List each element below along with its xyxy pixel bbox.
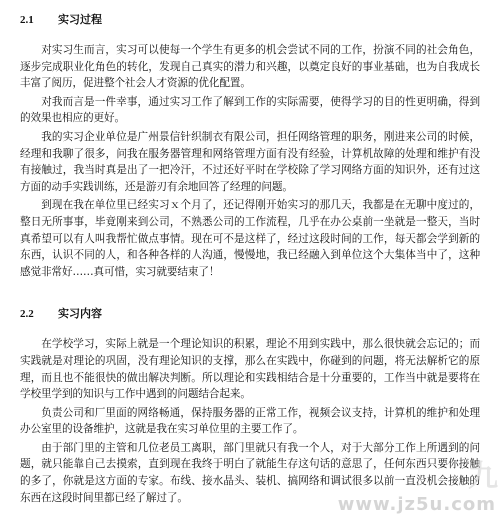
section-heading-2-1 <box>20 12 480 28</box>
section-title: 实习内容 <box>58 307 102 321</box>
paragraph: 我的实习企业单位是广州景信针织制衣有限公司，担任网络管理的职务，刚进来公司的时候，经理和我聊了很多，问我在服务器管理和网络管理方面有没有经验，计算机故障的处理和维护有没有接触过，我当时真是出了一把冷汗，不过还好平时在学校除了学习网络方面的知识外，还有过这方面的动手实践训练，还是游刃有余地回答了经理的问题。 <box>20 130 480 193</box>
paragraph: 对我而言是一件幸事，通过实习工作了解到工作的实际需要，使得学习的目的性更明确，得到的效果也相应的更好。 <box>20 95 480 125</box>
watermark-logo: 九 <box>468 459 498 494</box>
paragraph: 到现在我在单位里已经实习ｘ个月了，还记得刚开始实习的那几天，我都是在无聊中度过的，整日无所事事，毕竟刚来到公司，不熟悉公司的工作流程，几乎在办公桌前一坐就是一整天，当时真希望可以有人叫我帮忙做点事情。现在可不是这样了，经过这段时间的工作，每天都会学到新的东西，认识不同的人，和各种各样的人沟通，慢慢地，我已经融入到单位这个大集体当中了，这种感觉非常好……真可惜，实习就要结束了！ <box>20 199 480 278</box>
section-title: 实习过程 <box>58 13 102 26</box>
paragraph: 在学校学习，实际上就是一个理论知识的积累，理论不用到实践中，那么很快就会忘记的；而实践就是对理论的巩固，没有理论知识的支撑，那么在实践中，你碰到的问题，将无法解析它的原理，而且也不能很快的做出解决判断。所以理论和实践相结合是十分重要的，工作当中就是要将在学校里学到的知识与工作中遇到的问题结合起来。 <box>20 338 480 401</box>
watermark-site: www.jz5u.com <box>337 494 496 515</box>
section-number: 2.1 <box>20 14 34 26</box>
paragraph: 由于部门里的主管和几位老员工离职，部门里就只有我一个人，对于大部分工作上所遇到的问题，就只能靠自己去摸索，直到现在我终于明白了就能生存这句话的意思了，任何东西只要你接触的多了，你就是这方面的专家。布线、接水晶头、装机、搞网络和调试很多以前一直没机会接触的东西在这段时间里都已经了解过了。 <box>20 441 480 504</box>
section-heading-2-2 <box>20 306 480 322</box>
paragraph: 负责公司和厂里面的网络畅通，保持服务器的正常工作，视频会议支持，计算机的维护和处理办公室里的设备维护，这就是我在实习单位里的主要工作了。 <box>20 406 480 436</box>
section-number: 2.2 <box>20 308 34 321</box>
paragraph: 对实习生而言，实习可以使每一个学生有更多的机会尝试不同的工作，扮演不同的社会角色，逐步完成职业化角色的转化，发现自己真实的潜力和兴趣，以奠定良好的事业基础，也为自我成长丰富了阅历，促进整个社会人才资源的优化配置。 <box>20 44 480 90</box>
